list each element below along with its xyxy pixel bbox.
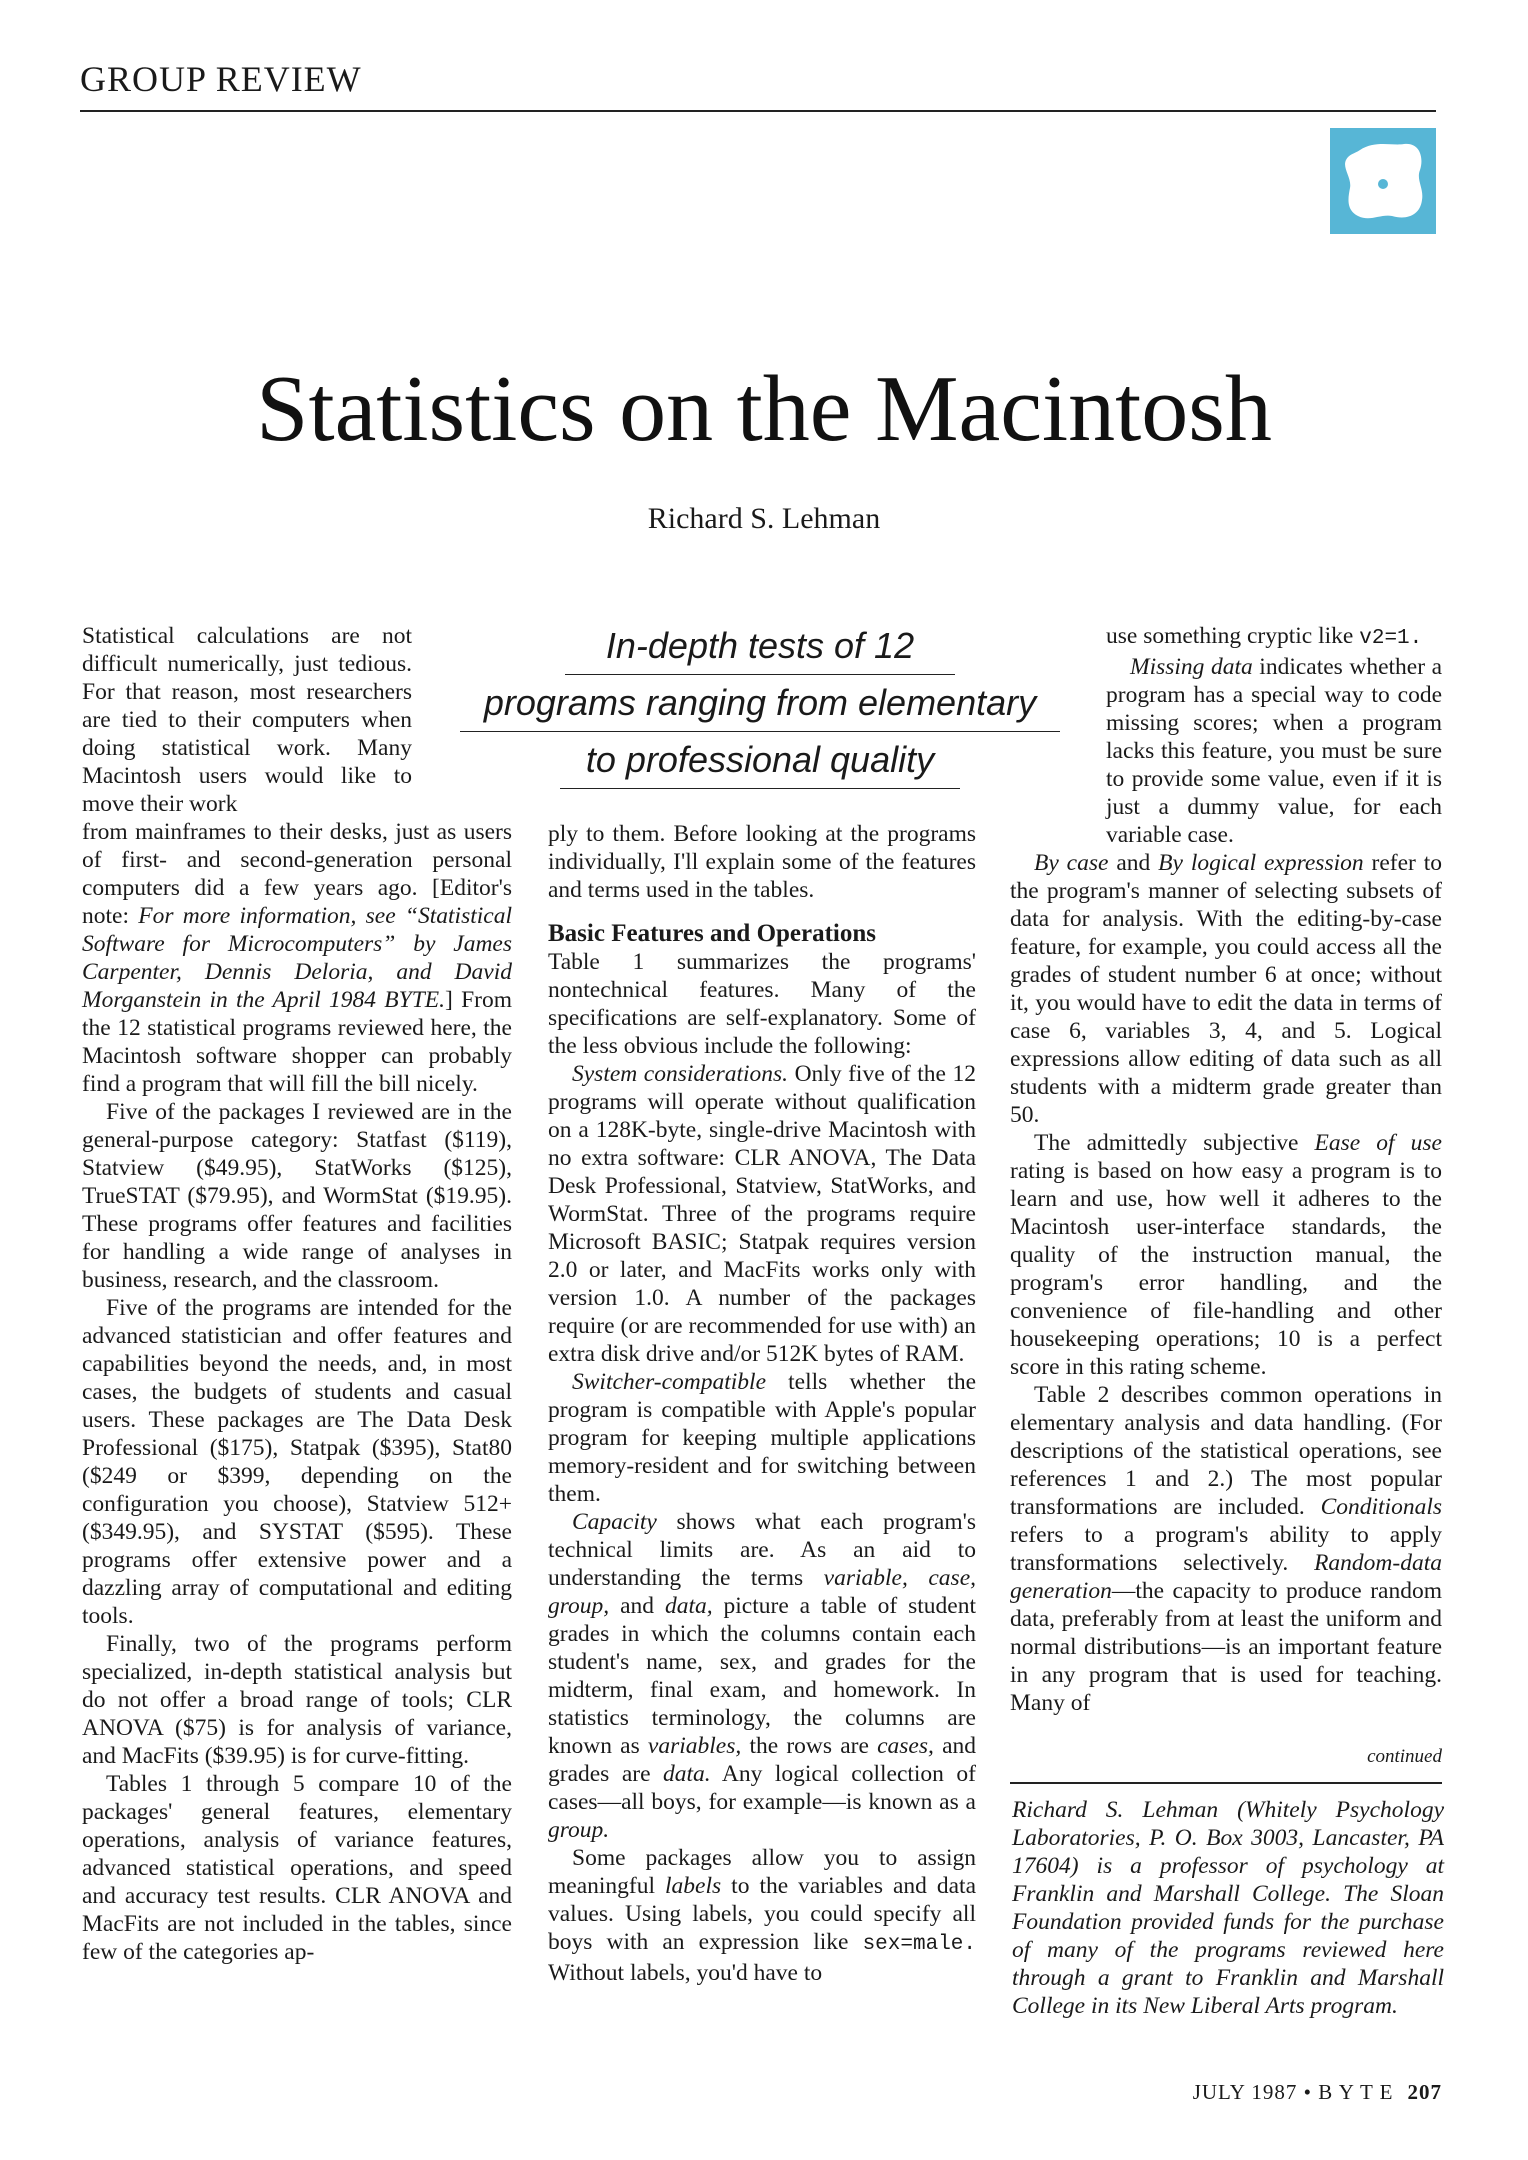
- paragraph-advanced: Five of the programs are intended for the advanced statistician and offer features and capabilities beyond the needs, and, in most cases, the budgets of students and casual users. These packages are The Data Desk Professional ($175), Statpak ($395), Stat80 ($249 or $399, depending on the configuration you choose), Statview 512+ ($349.95), and SYSTAT ($595). These programs offer extensive power and a dazzling array of computational and editing tools.: [82, 1295, 512, 1629]
- paragraph-missing-data: Missing data indicates whether a program has a special way to code missing scores; when a program lacks this feature, you must be sure to provide some value, even if it is just a dummy value, for each variable case.: [1106, 654, 1443, 848]
- header-rule: [80, 110, 1436, 112]
- column-2: [548, 820, 976, 1987]
- editor-note: For more information, see “Statistical Software for Microcomputers” by James Carpenter, Dennis Deloria, and David Morganstein in the April 1984 BYTE.: [82, 903, 513, 1013]
- paragraph-tables: Tables 1 through 5 compare 10 of the packages' general features, elementary operations, analysis of variance features, advanced statistical operations, and speed and accuracy test results. CLR ANOVA and MacFits are not included in the tables, since few of the categories ap-: [82, 1771, 512, 1965]
- bio-rule: [1010, 1782, 1442, 1784]
- column-1: [82, 622, 512, 1966]
- paragraph-general-purpose: Five of the packages I reviewed are in the general-purpose category: Statfast ($119), Statview ($49.95), StatWorks ($125), TrueSTAT ($79.95), and WormStat ($19.95). These programs offer features and facilities for handling a wide range of analyses in business, research, and the classroom.: [82, 1099, 512, 1293]
- intro-paragraph-narrow: Statistical calculations are not difficult numerically, just tedious. For that reason, most researchers are tied to their computers when doing statistical work. Many Macintosh users would like to move their work: [82, 623, 412, 817]
- paragraph-switcher: Switcher-compatible tells whether the program is compatible with Apple's popular program for keeping multiple applications memory-resident and for switching between them.: [548, 1369, 976, 1507]
- article-author: Richard S. Lehman: [647, 502, 881, 535]
- paragraph-capacity: Capacity shows what each program's technical limits are. As an aid to understanding the terms variable, case, group, and data, picture a table of student grades in which the columns contain each student's name, sex, and grades for the midterm, final exam, and homework. In statistics terminology, the columns are known as variables, the rows are cases, and grades are data. Any logical collection of cases—all boys, for example—is known as a group.: [548, 1509, 977, 1843]
- author-bio: Richard S. Lehman (Whitely Psychology Laboratories, P. O. Box 3003, Lancaster, PA 17604) is a professor of psychology at Franklin and Marshall College. The Sloan Foundation provided funds for the purchase of many of the programs reviewed here through a grant to Franklin and Marshall College in its New Liberal Arts program.: [1012, 1797, 1444, 2019]
- paragraph-continued: ply to them. Before looking at the programs individually, I'll explain some of the features and terms used in the tables.: [548, 821, 976, 903]
- continued-label: continued: [1367, 1746, 1442, 1767]
- paragraph-by-case: By case and By logical expression refer to the program's manner of selecting subsets of data for analysis. With the editing-by-case feature, for example, you could access all the grades of student number 6 at once; without it, you would have to edit the data in terms of case 6, variables 3, 4, and 5. Logical expressions allow editing of data such as all students with a midterm grade greater than 50.: [1010, 850, 1443, 1128]
- pull-quote-line-2: programs ranging from elementary: [460, 675, 1060, 732]
- page-number: 207: [1407, 2080, 1442, 2104]
- paragraph-ease-of-use: The admittedly subjective Ease of use rating is based on how easy a program is to learn and use, how well it adheres to the Macintosh user-interface standards, the quality of the instruction manual, the program's error handling, and the convenience of file-handling and other housekeeping operations; 10 is a perfect score in this rating scheme.: [1010, 1130, 1442, 1380]
- pull-quote: [460, 618, 1060, 789]
- paragraph-table2: Table 2 describes common operations in elementary analysis and data handling. (For descriptions of the statistical operations, see references 1 and 2.) The most popular transformations are included. Conditionals refers to a program's ability to apply transformations selectively. Random-data generation—the capacity to produce random data, preferably from at least the uniform and normal distributions—is an important feature in any program that is used for teaching. Many of: [1010, 1382, 1443, 1716]
- section-label: GROUP REVIEW: [80, 59, 362, 99]
- column-3: [1010, 622, 1442, 1717]
- paragraph-cryptic: use something cryptic like v2=1.: [1106, 623, 1423, 650]
- pull-quote-line-1: In-depth tests of 12: [565, 618, 955, 675]
- article-title: Statistics on the Macintosh: [256, 357, 1272, 461]
- issue-label: JULY 1987 • B Y T E: [1192, 2080, 1394, 2104]
- intro-paragraph-rest: from mainframes to their desks, just as users of first- and second-generation personal computers did a few years ago. [Editor's note: For more information, see “Statistical Software for Microcomputers” by James Carpenter, Dennis Deloria, and David Morganstein in the April 1984 BYTE.] From the 12 statistical programs reviewed here, the Macintosh software shopper can probably find a program that will fill the bill nicely.: [82, 819, 513, 1097]
- byte-group-review-icon: [1330, 128, 1436, 234]
- pull-quote-line-3: to professional quality: [560, 732, 960, 789]
- page-folio: [1180, 2080, 1442, 2105]
- paragraph-specialized: Finally, two of the programs perform specialized, in-depth statistical analysis but do not offer a broad range of tools; CLR ANOVA ($75) is for analysis of variance, and MacFits ($39.95) is for curve-fitting.: [82, 1631, 512, 1769]
- paragraph-table1: Table 1 summarizes the programs' nontechnical features. Many of the specifications are self-explanatory. Some of the less obvious include the following:: [548, 949, 976, 1059]
- paragraph-labels: Some packages allow you to assign meaningful labels to the variables and data values. Using labels, you could specify all boys with an expression like sex=male. Without labels, you'd have to: [548, 1845, 977, 1986]
- paragraph-system: System considerations. Only five of the 12 programs will operate without qualification on a 128K-byte, single-drive Macintosh with no extra software: CLR ANOVA, The Data Desk Professional, Statview, StatWorks, and WormStat. Three of the programs require Microsoft BASIC; Statpak requires version 2.0 or later, and MacFits works only with version 1.0. A number of the packages require (or are recommended for use with) an extra disk drive and/or 512K bytes of RAM.: [548, 1061, 977, 1367]
- section-heading: Basic Features and Operations: [548, 920, 877, 947]
